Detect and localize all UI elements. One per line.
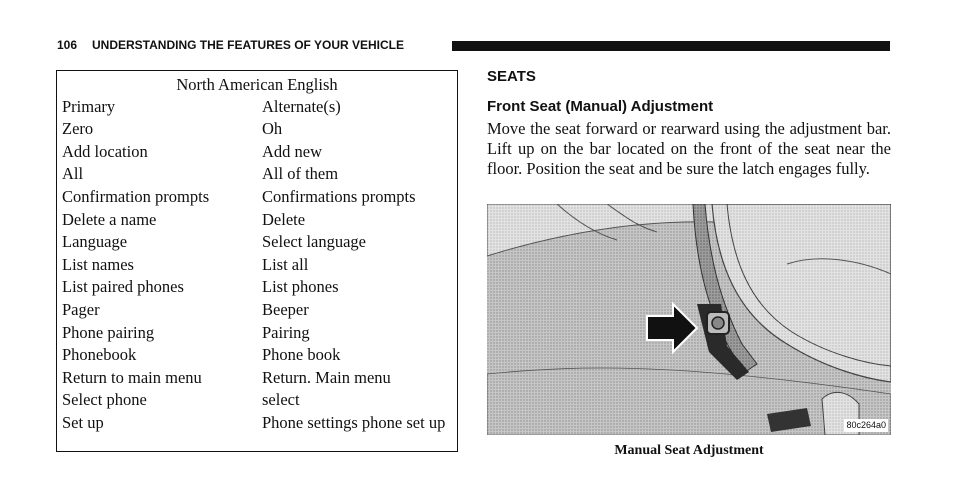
table-heading: North American English (176, 75, 338, 94)
alternate-cell: Add new (262, 142, 323, 161)
primary-cell: Phonebook (62, 345, 137, 364)
running-title: UNDERSTANDING THE FEATURES OF YOUR VEHICLE (92, 38, 405, 52)
primary-cell: Confirmation prompts (62, 187, 210, 206)
alternate-cell: All of them (262, 164, 339, 183)
page-header (57, 38, 890, 52)
page-number: 106 (57, 38, 78, 52)
alternate-cell: Return. Main menu (262, 368, 391, 387)
primary-cell: Pager (62, 300, 100, 319)
alternate-cell: Select language (262, 232, 366, 251)
alternate-cell: Phone settings phone set up (262, 413, 446, 432)
primary-cell: List names (62, 255, 134, 274)
primary-cell: Set up (62, 413, 104, 432)
primary-cell: Select phone (62, 390, 147, 409)
alternate-cell: Oh (262, 119, 283, 138)
primary-cell: Add location (62, 142, 148, 161)
alternate-cell: Alternate(s) (262, 97, 341, 116)
seat-adjustment-illustration (487, 204, 891, 435)
section-heading: SEATS (487, 68, 536, 85)
figure-code: 80c264a0 (846, 420, 886, 430)
alternate-cell: Pairing (262, 323, 310, 342)
primary-cell: List paired phones (62, 277, 184, 296)
alternate-cell: Phone book (262, 345, 341, 364)
primary-cell: All (62, 164, 84, 183)
primary-cell: Language (62, 232, 128, 251)
voice-commands-table (56, 70, 458, 452)
seat-illustration-drawing (487, 204, 891, 435)
alternate-cell: Delete (262, 210, 306, 229)
alternate-cell: List phones (262, 277, 339, 296)
primary-cell: Zero (62, 119, 94, 138)
alternate-cell: select (262, 390, 300, 409)
subsection-heading: Front Seat (Manual) Adjustment (487, 98, 714, 115)
primary-cell: Phone pairing (62, 323, 155, 342)
alternate-cell: Confirmations prompts (262, 187, 416, 206)
primary-cell: Return to main menu (62, 368, 202, 387)
primary-cell: Primary (62, 97, 116, 116)
alternate-cell: Beeper (262, 300, 309, 319)
figure-caption: Manual Seat Adjustment (614, 443, 764, 458)
primary-cell: Delete a name (62, 210, 157, 229)
header-rule (452, 41, 890, 51)
body-paragraph: Move the seat forward or rearward using the adjustment bar. Lift up on the bar located on the front of the seat near the floor. Position the seat and be sure the latch engages fully. (487, 119, 891, 178)
alternate-cell: List all (262, 255, 309, 274)
